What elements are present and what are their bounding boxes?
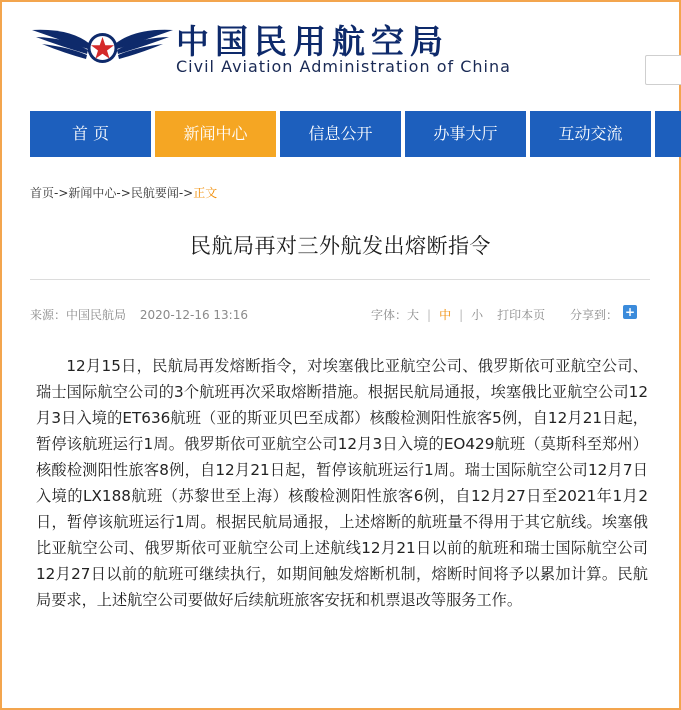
caac-logo[interactable] [30, 22, 175, 70]
breadcrumb-current: 正文 [193, 186, 218, 200]
breadcrumb-separator: -> [54, 186, 69, 200]
breadcrumb-news[interactable]: 新闻中心 [68, 186, 117, 200]
breadcrumb-separator: -> [116, 186, 131, 200]
divider: | [459, 308, 464, 322]
nav-item-service-hall[interactable]: 办事大厅 [405, 111, 526, 157]
breadcrumb-important-news[interactable]: 民航要闻 [130, 186, 179, 200]
font-size-label: 字体： [371, 308, 408, 322]
article-title: 民航局再对三外航发出熔断指令 [190, 234, 491, 258]
divider: | [427, 308, 432, 322]
share-plus-icon[interactable]: + [624, 305, 636, 319]
site-subtitle: Civil Aviation Administration of China [176, 57, 511, 76]
title-divider [30, 279, 650, 280]
breadcrumb-home[interactable]: 首页 [30, 186, 55, 200]
article-meta [30, 306, 248, 323]
site-title: 中国民用航空局 [176, 22, 449, 61]
nav-item-info-disclosure[interactable]: 信息公开 [280, 111, 401, 157]
breadcrumb-separator: -> [178, 186, 194, 200]
search-input[interactable] [645, 55, 681, 85]
font-size-large[interactable]: 大 [407, 308, 420, 322]
nav-item-interaction[interactable]: 互动交流 [530, 111, 651, 157]
share-label: 分享到： [570, 308, 619, 322]
nav-item-home[interactable]: 首 页 [30, 111, 151, 157]
article-body [36, 353, 648, 613]
print-link[interactable]: 打印本页 [497, 308, 546, 322]
nav-item-more[interactable] [655, 111, 681, 157]
main-nav [30, 111, 681, 157]
font-size-small[interactable]: 小 [471, 308, 484, 322]
breadcrumb [30, 184, 217, 201]
article-tools [371, 306, 545, 323]
nav-item-news[interactable]: 新闻中心 [155, 111, 276, 157]
article-paragraph: 12月15日，民航局再发熔断指令，对埃塞俄比亚航空公司、俄罗斯依可亚航空公司、瑞士国际航空公司的3个航班再次采取熔断措施。根据民航局通报，埃塞俄比亚航空公司12月3日入境的ET636航班（亚的斯亚贝巴至成都）核酸检测阳性旅客5例，自12月21日起，暂停该航班运行1周。俄罗斯依可亚航空公司12月3日入境的EO429航班（莫斯科至郑州）核酸检测阳性旅客8例，自12月21日起，暂停该航班运行1周。瑞士国际航空公司12月7日入境的LX188航班（苏黎世至上海）核酸检测阳性旅客6例，自12月27日至2021年1月2日，暂停该航班运行1周。根据民航局通报，上述熔断的航班量不得用于其它航线。埃塞俄比亚航空公司、俄罗斯依可亚航空公司上述航线12月21日以前的航班和瑞士国际航空公司12月27日以前的航班可继续执行，如期间触发熔断机制，熔断时间将予以累加计算。民航局要求，上述航空公司要做好后续航班旅客安抚和机票退改等服务工作。 [36, 357, 648, 609]
font-size-medium[interactable]: 中 [439, 308, 452, 322]
article-source: 来源：中国民航局 [30, 308, 127, 322]
article-date: 2020-12-16 13:16 [139, 308, 248, 322]
